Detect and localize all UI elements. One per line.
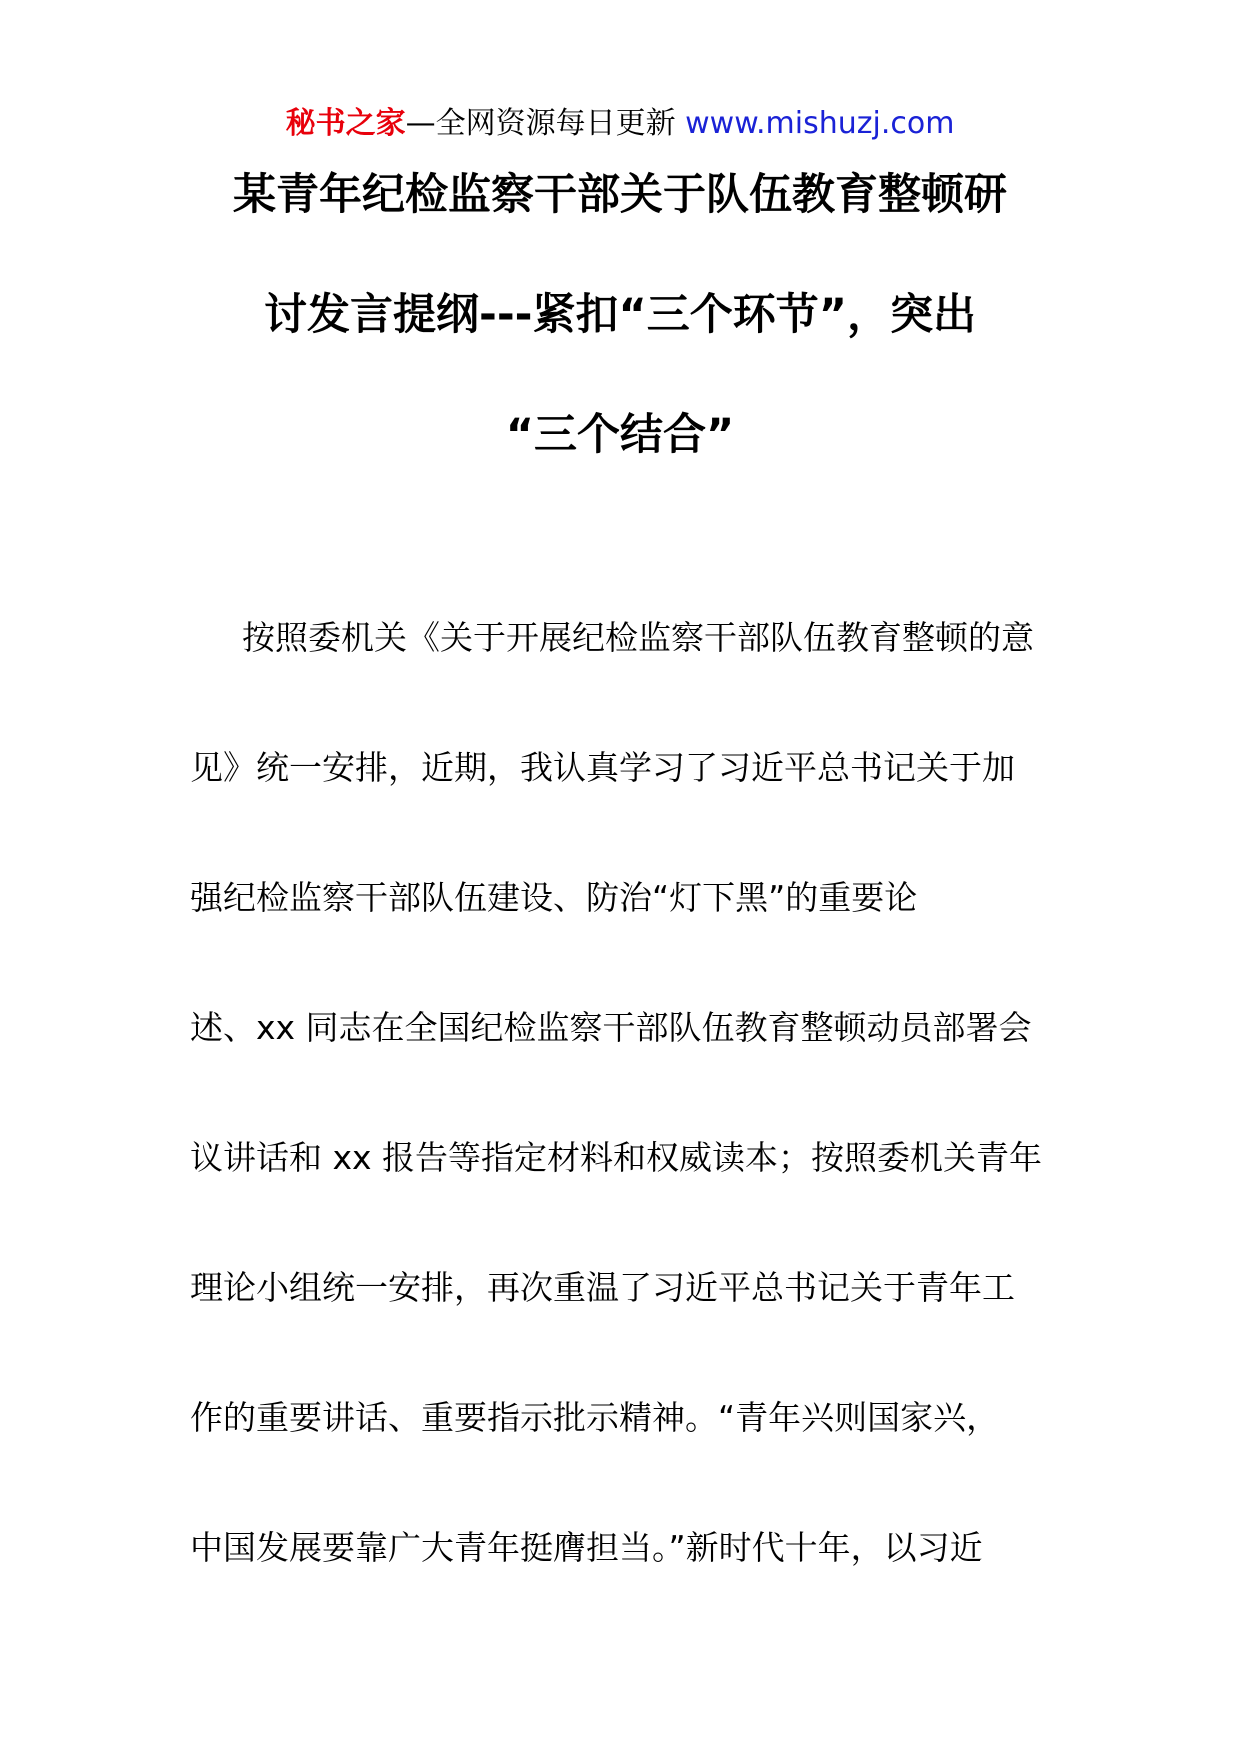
body-line: 理论小组统一安排，再次重温了习近平总书记关于青年工 (190, 1268, 1015, 1307)
title-line: 讨发言提纲---紧扣“三个环节”，突出 (263, 290, 977, 340)
body-line: 强纪检监察干部队伍建设、防治“灯下黑”的重要论 (190, 878, 918, 917)
body-line: 按照委机关《关于开展纪检监察干部队伍教育整顿的意 (242, 618, 1034, 657)
body-line: 议讲话和 xx 报告等指定材料和权威读本；按照委机关青年 (190, 1138, 1043, 1177)
site-url-link[interactable]: www.mishuzj.com (685, 106, 955, 141)
title-line: 某青年纪检监察干部关于队伍教育整顿研 (233, 170, 1007, 220)
body-line: 见》统一安排，近期，我认真学习了习近平总书记关于加 (190, 748, 1015, 787)
site-header (0, 100, 1240, 148)
body-paragraph (190, 610, 1060, 1650)
title-line: “三个结合” (505, 410, 735, 460)
body-line: 中国发展要靠广大青年挺膺担当。”新时代十年，以习近 (190, 1528, 983, 1567)
body-line: 述、xx 同志在全国纪检监察干部队伍教育整顿动员部署会 (190, 1008, 1032, 1047)
body-line: 作的重要讲话、重要指示批示精神。“青年兴则国家兴， (190, 1398, 1000, 1437)
brand-name: 秘书之家 (285, 106, 406, 141)
header-tagline: —全网资源每日更新 (405, 106, 686, 141)
document-title (175, 165, 1065, 525)
